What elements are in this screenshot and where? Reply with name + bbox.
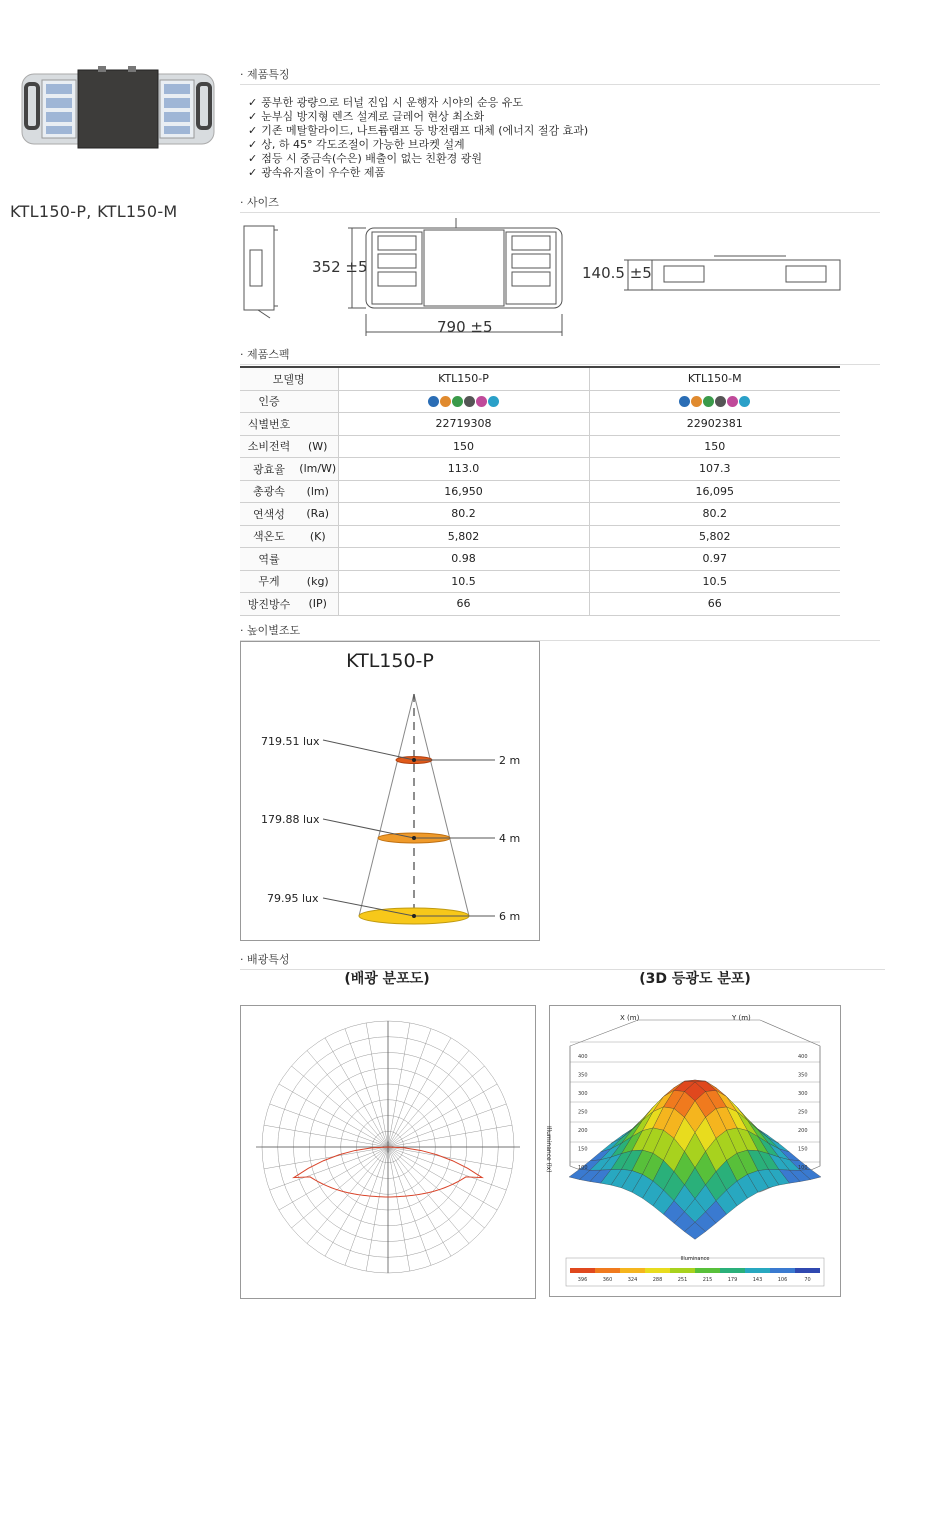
feature-list [248,96,588,180]
section-title-light-distribution: · 배광특성 [240,953,290,966]
section-title-features: · 제품특징 [240,68,290,81]
row-unit: (IP) [298,593,338,616]
legend-swatch [795,1268,820,1273]
polar-diagram-panel [240,1005,536,1299]
table-header: 모델명 [240,367,338,390]
height-label: 4 m [499,832,521,845]
section-title-spec: · 제품스펙 [240,348,290,361]
product-photo [20,66,216,152]
row-unit: (K) [298,525,338,548]
row-label: 역률 [240,548,298,571]
z-tick-label: 150 [578,1146,588,1153]
table-row [240,480,840,503]
table-row [240,458,840,481]
table-cell: 10.5 [589,570,840,593]
check-icon: ✓ [248,138,258,151]
table-cell: 80.2 [589,503,840,526]
z-axis-label: Illuminance (lx) [545,1126,552,1173]
row-label: 방진방수 [240,593,298,616]
certification-mark-icon [476,396,487,407]
table-header: KTL150-P [338,367,589,390]
certification-mark-icon [715,396,726,407]
table-row [240,593,840,616]
table-cell: 10.5 [338,570,589,593]
feature-item: ✓ 눈부심 방지형 렌즈 설계로 글레어 현상 최소화 [248,110,485,123]
check-icon: ✓ [248,166,258,179]
y-axis-label: Y (m) [732,1014,751,1022]
table-row [240,525,840,548]
row-label: 무게 [240,570,298,593]
z-tick-label: 200 [798,1128,808,1134]
height-label: 2 m [499,754,521,767]
z-tick-label: 400 [578,1054,588,1060]
certification-mark-icon [452,396,463,407]
feature-item: ✓ 광속유지율이 우수한 제품 [248,166,386,179]
z-tick-label: 250 [798,1109,808,1116]
table-cell: 5,802 [338,525,589,548]
table-cell: 113.0 [338,458,589,481]
lux-label: 719.51 lux [261,735,320,748]
dimension-width: 790 ±5 [437,318,493,336]
z-tick-label: 400 [798,1054,808,1060]
certification-mark-icon [464,396,475,407]
illuminance-title: KTL150-P [346,650,434,672]
table-cell: 0.97 [589,548,840,571]
table-cell: 66 [338,593,589,616]
certification-mark-icon [703,396,714,407]
spec-table [240,366,840,616]
divider [240,212,880,213]
x-axis-label: X (m) [620,1014,640,1022]
row-unit: (W) [298,435,338,458]
height-label: 6 m [499,910,521,923]
certification-icons [428,395,500,408]
legend-swatch [745,1268,770,1273]
table-cell: 80.2 [338,503,589,526]
z-tick-label: 300 [578,1091,588,1097]
surface-diagram [550,1006,840,1296]
row-unit: (Ra) [298,503,338,526]
row-label: 소비전력 [240,435,298,458]
z-tick-label: 350 [578,1072,588,1079]
legend-swatch [695,1268,720,1273]
certification-mark-icon [488,396,499,407]
table-row [240,413,840,436]
row-unit: (lm) [298,480,338,503]
table-cell: 107.3 [589,458,840,481]
table-row [240,503,840,526]
row-label: 인증 [240,390,298,413]
legend-label: 70 [804,1277,811,1283]
feature-item: ✓ 점등 시 중금속(수은) 배출이 없는 친환경 광원 [248,152,483,165]
table-cell: 66 [589,593,840,616]
row-label: 총광속 [240,480,298,503]
row-label: 색온도 [240,525,298,548]
row-unit: (lm/W) [298,458,338,481]
dimension-height: 352 ±5 [312,258,368,276]
section-title-size: · 사이즈 [240,196,279,209]
legend-label: 215 [702,1277,713,1283]
lux-label: 179.88 lux [261,813,320,826]
polar-title: (배광 분포도) [344,971,430,987]
row-unit: (kg) [298,570,338,593]
certification-mark-icon [440,396,451,407]
legend-swatch [595,1268,620,1273]
legend-swatch [770,1268,795,1273]
surface-panel [545,1005,841,1297]
illuminance-panel [240,641,540,941]
side-view-drawing [244,226,278,318]
feature-item: ✓ 기존 메탈할라이드, 나트륨램프 등 방전램프 대체 (에너지 절감 효과) [248,124,589,137]
check-icon: ✓ [248,152,258,165]
table-cell: 5,802 [589,525,840,548]
check-icon: ✓ [248,124,258,137]
certification-mark-icon [679,396,690,407]
check-icon: ✓ [248,96,258,109]
divider [240,84,880,85]
table-row [240,435,840,458]
polar-diagram [241,1006,535,1298]
z-tick-label: 350 [798,1072,808,1079]
dimension-drawing [238,214,848,340]
feature-item: ✓ 상, 하 45° 각도조절이 가능한 브라켓 설계 [248,138,465,151]
dimension-depth: 140.5 ±5 [582,264,652,282]
certification-mark-icon [739,396,750,407]
legend-label: 179 [727,1277,738,1283]
surface-title: (3D 등광도 분포) [639,971,751,987]
legend-swatch [620,1268,645,1273]
cert-icons [338,390,589,413]
table-cell: 22719308 [338,413,589,436]
table-cell: 16,095 [589,480,840,503]
legend-label: 396 [577,1277,588,1283]
feature-item: ✓ 풍부한 광량으로 터널 진입 시 운행자 시야의 순응 유도 [248,96,523,109]
legend-swatch [720,1268,745,1273]
row-label: 식별번호 [240,413,298,436]
table-cell: 150 [589,435,840,458]
section-title-height-illuminance: · 높이별조도 [240,624,301,637]
legend-swatch [670,1268,695,1273]
z-tick-label: 100 [578,1165,588,1171]
certification-mark-icon [691,396,702,407]
row-label: 연색성 [240,503,298,526]
legend-swatch [645,1268,670,1273]
legend-label: 106 [777,1277,788,1283]
table-cell: 150 [338,435,589,458]
row-unit [298,413,338,436]
z-tick-label: 150 [798,1146,808,1153]
z-tick-label: 100 [798,1165,808,1171]
legend-label: 143 [752,1277,763,1283]
lux-label: 79.95 lux [267,892,319,905]
row-label: 광효율 [240,458,298,481]
legend-swatch [570,1268,595,1273]
legend-label: 288 [652,1277,663,1283]
check-icon: ✓ [248,110,258,123]
certification-mark-icon [727,396,738,407]
product-title: KTL150-P, KTL150-M [10,202,178,221]
table-header-row [240,367,840,390]
legend-title: Illuminance [680,1256,710,1262]
z-tick-label: 250 [578,1109,588,1116]
table-header: KTL150-M [589,367,840,390]
table-row [240,570,840,593]
table-cell: 0.98 [338,548,589,571]
table-row [240,390,840,413]
legend-label: 251 [677,1277,688,1283]
cert-icons [589,390,840,413]
certification-mark-icon [428,396,439,407]
row-unit [298,390,338,413]
legend-label: 324 [627,1277,638,1283]
table-cell: 22902381 [589,413,840,436]
z-tick-label: 200 [578,1128,588,1134]
certification-icons [679,395,751,408]
divider [240,364,880,365]
z-tick-label: 300 [798,1091,808,1097]
table-cell: 16,950 [338,480,589,503]
table-row [240,548,840,571]
top-view-drawing [624,256,840,290]
row-unit [298,548,338,571]
legend-label: 360 [602,1277,613,1283]
